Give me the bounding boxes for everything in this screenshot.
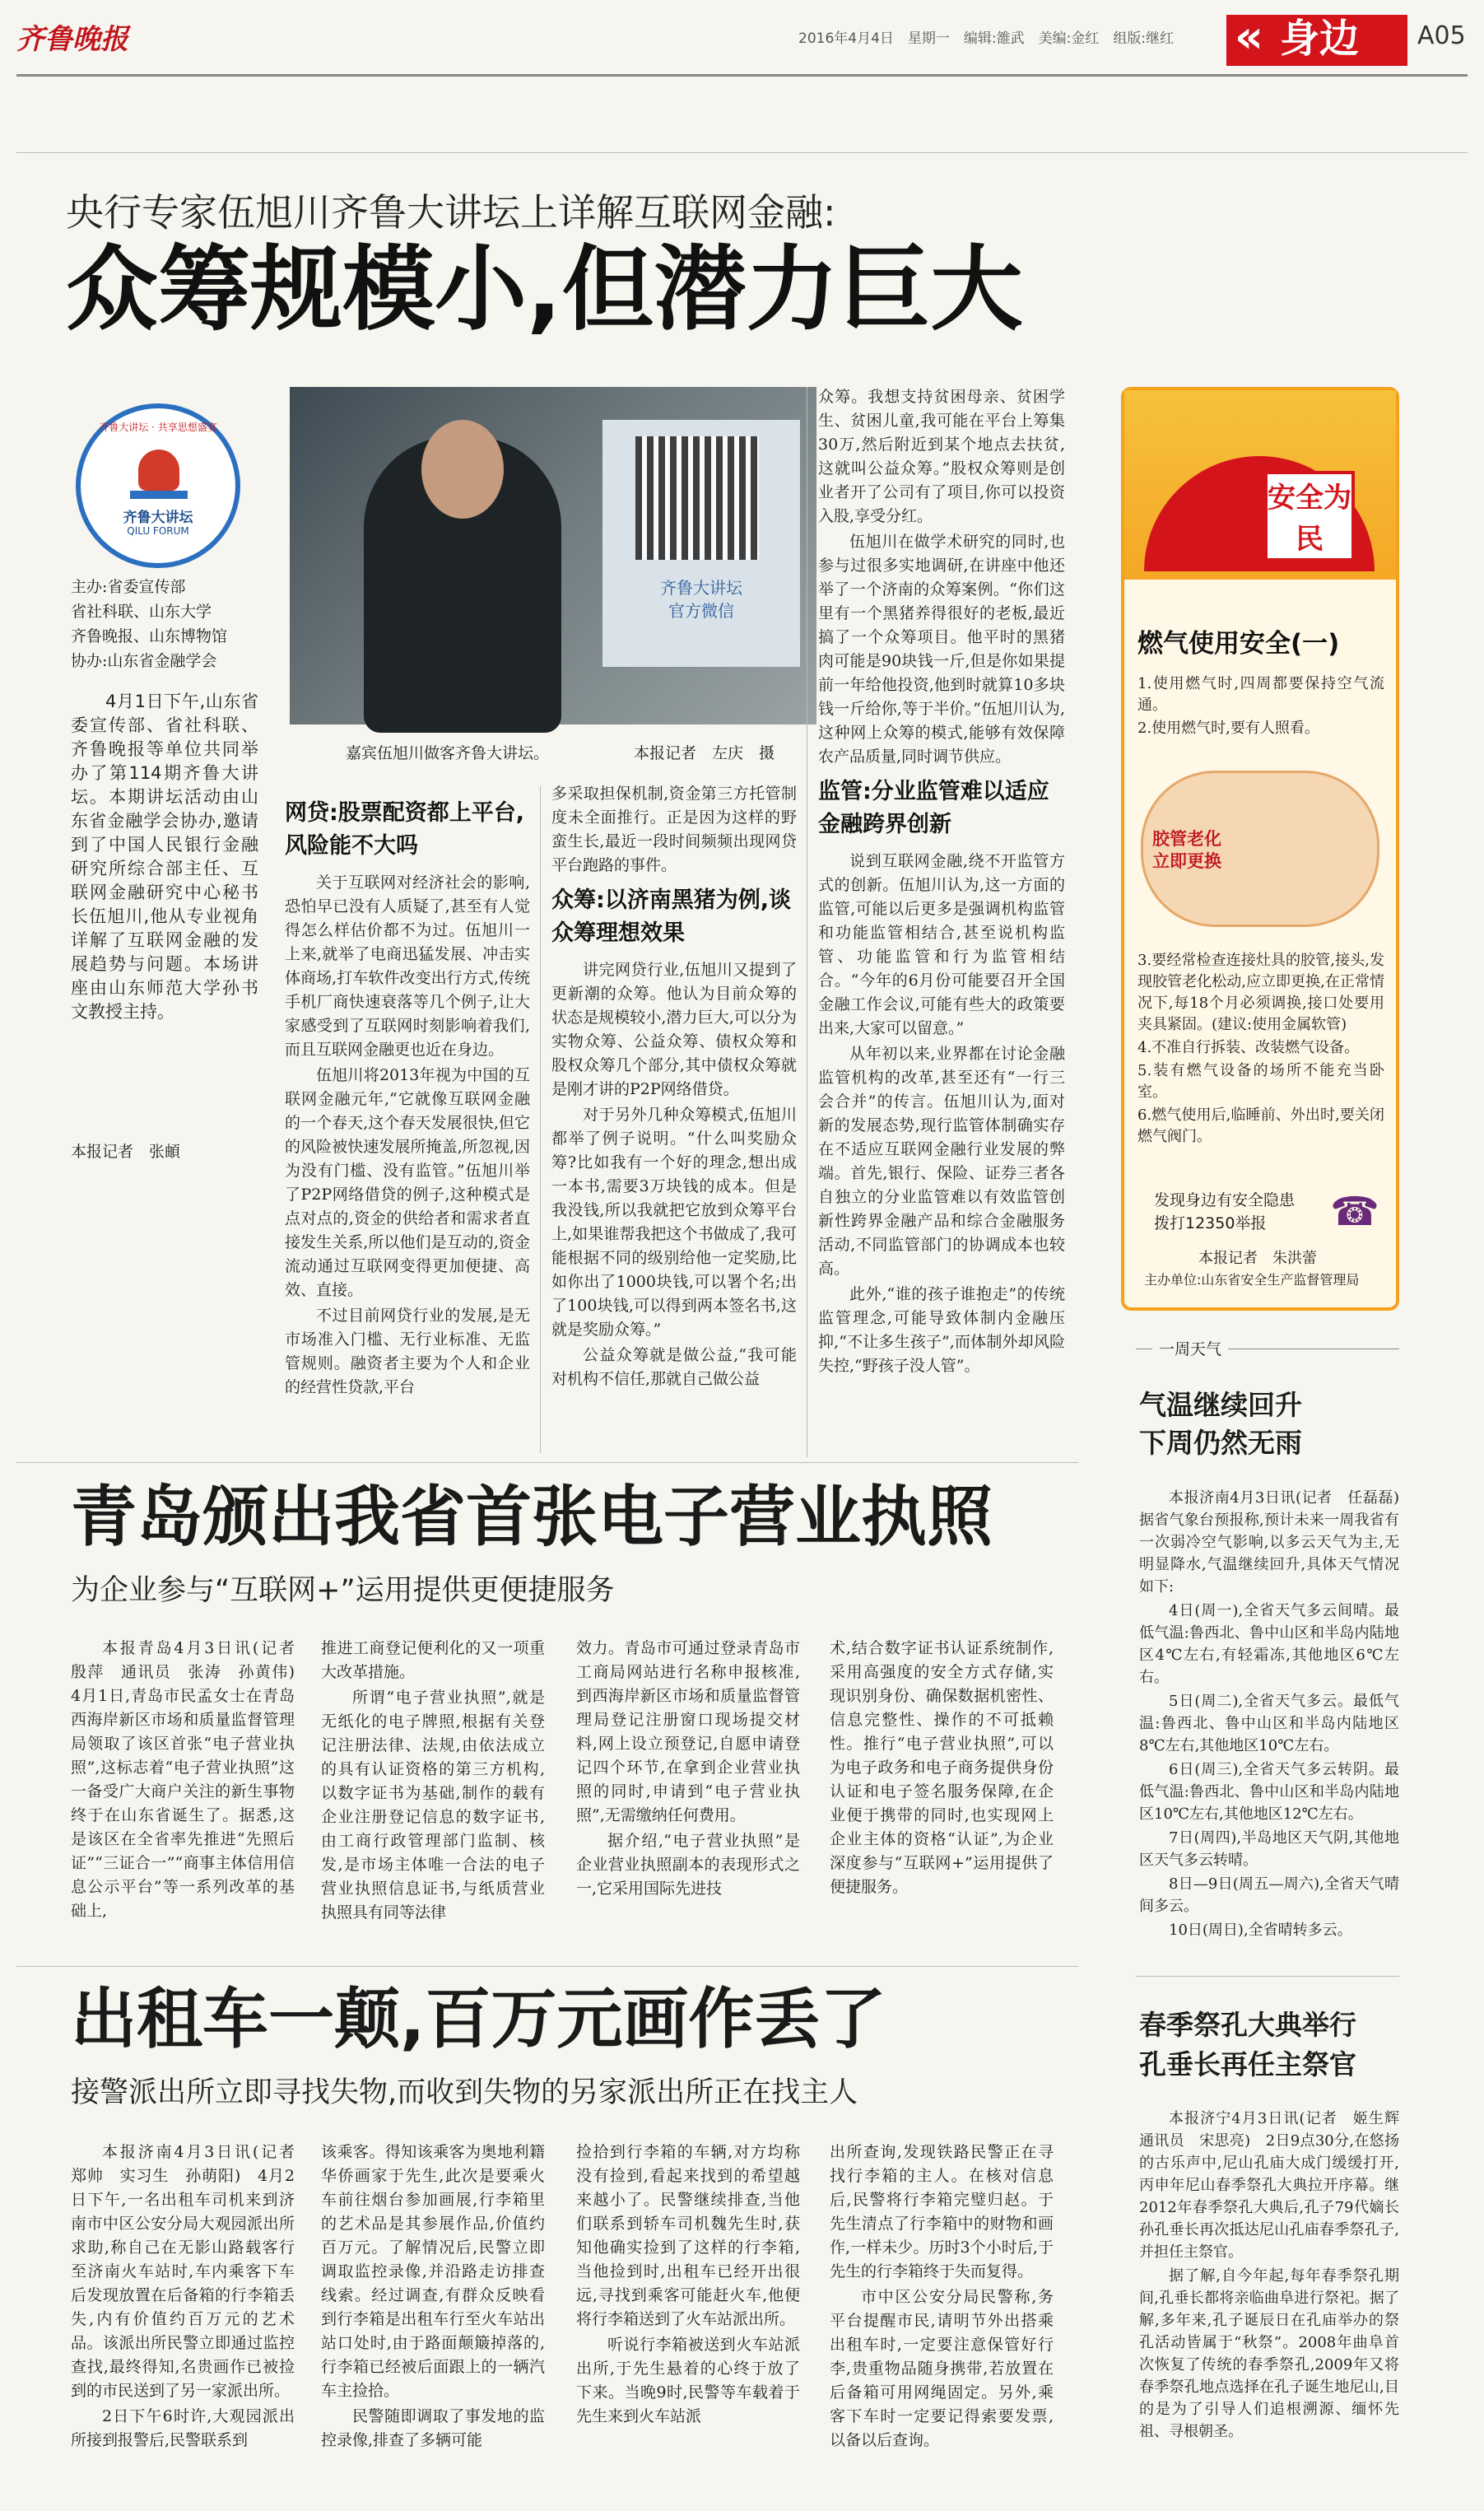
paragraph: 公益众筹就是做公益,“我可能对机构不信任,那就自己做公益 <box>551 1346 797 1388</box>
forum-logo-emblem <box>138 450 179 491</box>
paragraph: 效力。青岛市可通过登录青岛市工商局网站进行名称申报核准,到西海岸新区市场和质量监督管理局登记注册窗口现场提交材料,网上设立预登记,自愿申请登记四个环节,在拿到企业营业执照的同时,申请到“电子营业执照”,无需缴纳任何费用。 <box>576 1639 800 1824</box>
article2-deck: 为企业参与“互联网+”运用提供更便捷服务 <box>71 1574 615 1607</box>
hotline-text: 发现身边有安全隐患 拨打12350举报 <box>1154 1191 1296 1232</box>
paragraph: 多采取担保机制,资金第三方托管制度未全面推行。正是因为这样的野蛮生长,最近一段时间频频出现网贷平台跑路的事件。 <box>551 785 797 874</box>
forum-logo <box>76 403 240 568</box>
paragraph: 4日(周一),全省天气多云间晴。最低气温:鲁西北、鲁中山区和半岛内陆地区4℃左右,有轻霜冻,其他地区6℃左右。 <box>1139 1602 1399 1686</box>
paragraph: 讲完网贷行业,伍旭川又提到了更新潮的众筹。他认为目前众筹的状态是规模较小,潜力巨大,可以分为实物众筹、公益众筹、债权众筹和股权众筹几个部分,其中债权众筹就是刚才讲的P2P网络借贷。 <box>551 961 797 1098</box>
article3-headline: 出租车一颠,百万元画作丢了 <box>71 1981 886 2057</box>
article3-col3 <box>576 2141 800 2503</box>
weather-body <box>1139 1487 1414 1956</box>
photo-caption: 嘉宾伍旭川做客齐鲁大讲坛。 <box>346 744 550 762</box>
forum-logo-en: QILU FORUM <box>127 525 189 537</box>
paragraph: 所谓“电子营业执照”,就是无纸化的电子牌照,根据有关登记注册法律、法规,由依法成立的具有认证资格的第三方机构,以数字证书为基础,制作的载有企业注册登记信息的数字证书,由工商行政管理部门监制、核发,是市场主体唯一合法的电子营业执照信息证书,与纸质营业执照具有同等法律 <box>321 1689 545 1922</box>
paragraph: 本报济南4月3日讯(记者 任磊磊) 据省气象台预报称,预计未来一周我省有一次弱冷空气影响,以多云天气为主,无明显降水,气温继续回升,具体天气情况如下: <box>1139 1489 1414 1596</box>
article3-rule <box>16 1966 1078 1967</box>
projection-screen <box>602 420 800 667</box>
safety-item: 5.装有燃气设备的场所不能充当卧室。 <box>1137 1062 1384 1101</box>
safety-item: 1.使用燃气时,四周都要保持空气流通。 <box>1137 675 1384 714</box>
paragraph: 捡拾到行李箱的车辆,对方均称没有捡到,看起来找到的希望越来越小了。民警继续排查,当他们联系到轿车司机魏先生时,获知他确实捡到了这样的行李箱,当他捡到时,出租车已经开出很远,寻找到乘客可能赶火车,他便将行李箱送到了火车站派出所。 <box>576 2143 800 2328</box>
safety-sponsor: 主办单位:山东省安全生产监督管理局 <box>1144 1272 1360 1288</box>
column-divider <box>540 786 541 1453</box>
sponsor-line: 协办:山东省金融学会 <box>71 652 217 670</box>
intro-paragraph: 4月1日下午,山东省委宣传部、省社科联、齐鲁晚报等单位共同举办了第114期齐鲁大讲坛。本期讲坛活动由山东省金融学会协办,邀请到了中国人民银行金融研究所综合部主任、互联网金融研究中心秘书长伍旭川,他从专业视角详解了互联网金融的发展趋势与问题。本场讲座由山东师范大学孙书文教授主持。 <box>71 692 258 1022</box>
intro-column <box>71 690 258 1118</box>
paragraph: 该乘客。得知该乘客为奥地利籍华侨画家于先生,此次是要乘火车前往烟台参加画展,行李箱里的艺术品是其参展作品,价值约百万元。了解情况后,民警立即调取监控录像,并沿路走访排查线索。经过调查,有群众反映看到行李箱是出租车行至火车站出站口处时,由于路面颠簸掉落的,行李箱已经被后面跟上的一辆汽车主捡拾。 <box>321 2143 545 2400</box>
masthead-logo: 齐鲁晚报 <box>16 23 128 56</box>
paragraph: 不过目前网贷行业的发展,是无市场准入门槛、无行业标准、无监管规则。融资者主要为个人和企业的经营性贷款,平台 <box>285 1307 530 1396</box>
double-chevron-icon: « <box>1235 11 1263 63</box>
paragraph: 对于另外几种众筹模式,伍旭川都举了例子说明。“什么叫奖励众筹?比如我有一个好的理念,想出成一本书,需要3万块钱的成本。但是我没钱,所以我就把它放到众筹平台上,如果谁帮我把这个书做成了,我可能根据不同的级别给他一定奖励,比如你出了1000块钱,可以署个名;出了100块钱,可以得到两本签名书,这就是奖励众筹。” <box>551 1106 797 1339</box>
safety-items-b <box>1137 950 1384 1149</box>
date-line: 2016年4月4日 星期一 编辑:雒武 美编:金红 组版:继红 <box>798 30 1175 47</box>
article3-deck: 接警派出所立即寻找失物,而收到失物的另家派出所正在找主人 <box>71 2076 858 2109</box>
sponsor-line: 主办:省委宣传部 <box>71 578 186 596</box>
paragraph: 6日(周三),全省天气多云转阴。最低气温:鲁西北、鲁中山区和半岛内陆地区10℃左右,其他地区12℃左右。 <box>1139 1761 1399 1823</box>
confucius-rule <box>1136 1976 1399 1977</box>
article1-col3 <box>818 385 1065 1472</box>
safety-item: 2.使用燃气时,要有人照看。 <box>1137 720 1319 737</box>
article3-col1 <box>71 2141 311 2503</box>
section-name: 身边 <box>1280 16 1360 62</box>
article2-col3 <box>576 1637 800 1917</box>
safety-title: 燃气使用安全(一) <box>1137 629 1340 659</box>
paragraph: 7日(周四),半岛地区天气阴,其他地区天气多云转晴。 <box>1139 1829 1399 1869</box>
hose-warning-text: 胶管老化 立即更换 <box>1152 829 1221 871</box>
article2-col2 <box>321 1637 545 1922</box>
qr-code <box>635 436 759 560</box>
subhead-regulation: 监管:分业监管难以适应金融跨界创新 <box>818 779 1049 837</box>
weather-label: 一周天气 <box>1152 1337 1228 1359</box>
page-number: A05 <box>1417 21 1466 50</box>
paragraph: 市中区公安分局民警称,务平台提醒市民,请明节外出搭乘出租车时,一定要注意保管好行李,贵重物品随身携带,若放置在后备箱可用网绳固定。另外,乘客下车时一定要记得索要发票,以备以后查询。 <box>830 2288 1054 2449</box>
paragraph: 10日(周日),全省晴转多云。 <box>1169 1922 1352 1939</box>
paragraph: 出所查询,发现铁路民警正在寻找行李箱的主人。在核对信息后,民警将行李箱完璧归赵。于先生清点了行李箱中的财物和画作,一样未少。历时3个小时后,于先生的行李箱终于失而复得。 <box>830 2143 1054 2280</box>
forum-logo-emblem-base <box>130 491 188 499</box>
safety-items-a <box>1137 673 1384 741</box>
paragraph: 本报青岛4月3日讯(记者 殷萍 通讯员 张涛 孙黄伟) 4月1日,青岛市民孟女士在青岛西海岸新区市场和质量监督管理局领取了该区首张“电子营业执照”,这标志着“电子营业执照”这一备受广大商户关注的新生事物终于在山东省诞生了。据悉,这是该区在全省率先推进“先照后证”“三证合一”“商事主体信用信息公示平台”等一系列改革的基础上, <box>71 1639 311 1920</box>
forum-logo-ring-text: 齐鲁大讲坛 · 共享思想盛宴 <box>99 422 217 433</box>
paragraph: 推进工商登记便利化的又一项重大改革措施。 <box>321 1639 545 1681</box>
paragraph: 2日下午6时许,大观园派出所接到报警后,民警联系到 <box>71 2407 295 2449</box>
safety-badge: 安全为民 <box>1264 471 1355 561</box>
sponsor-line: 齐鲁晚报、山东博物馆 <box>71 627 228 645</box>
paragraph: 本报济南4月3日讯(记者 郑帅 实习生 孙萌阳) 4月2日下午,一名出租车司机来到济南市中区公安分局大观园派出所求助,称自己在无影山路载客行至济南火车站时,车内乘客下车后发现放置在后备箱的行李箱丢失,内有价值约百万元的艺术品。该派出所民警立即通过监控查找,最终得知,名贵画作已被捡到的市民送到了另一家派出所。 <box>71 2143 311 2400</box>
paragraph: 本报济宁4月3日讯(记者 姬生辉 通讯员 宋思亮) 2日9点30分,在悠扬的古乐声中,尼山孔庙大成门缓缓打开,丙申年尼山春季祭孔大典拉开序幕。继2012年春季祭孔大典后,孔子79代嫡长孙孔垂长再次抵达尼山孔庙春季祭孔子,并担任主祭官。 <box>1139 2110 1414 2261</box>
paragraph: 此外,“谁的孩子谁抱走”的传统监管理念,可能导致体制内金融压抑,“不让多生孩子”,而体制外却风险失控,“野孩子没人管”。 <box>818 1285 1065 1375</box>
telephone-icon: ☎ <box>1330 1189 1379 1235</box>
safety-item: 3.要经常检查连接灶具的胶管,接头,发现胶管老化松动,应立即更换,在正常情况下,每18个月必须调换,接口处要用夹具紧固。(建议:使用金属软管) <box>1137 952 1384 1033</box>
paragraph: 伍旭川将2013年视为中国的互联网金融元年,“它就像互联网金融的一个春天,这个春天发展很快,但它的风险被快速发展所掩盖,所忽视,因为没有门槛、没有监管。”伍旭川举了P2P网络借贷的例子,这种模式是点对点的,资金的供给者和需求者直接发生关系,所以他们是互动的,资金流动通过互联网变得更加便捷、高效、直接。 <box>285 1066 530 1299</box>
paragraph: 据了解,自今年起,每年春季祭孔期间,孔垂长都将亲临曲阜进行祭祀。据了解,多年来,孔子诞辰日在孔庙举办的祭孔活动皆属于“秋祭”。2008年曲阜首次恢复了传统的春季祭孔,2009年又将春季祭孔地点选择在孔子诞生地尼山,目的是为了引导人们追根溯源、缅怀先祖、寻根朝圣。 <box>1139 2267 1399 2440</box>
paragraph: 说到互联网金融,绕不开监管方式的创新。伍旭川认为,这一方面的监管,可能以后更多是强调机构监管和功能监管相结合,甚至说机构监管、功能监管和行为监管相结合。“今年的6月份可能要召开全国金融工作会议,可能有些大的政策要出来,大家可以留意。” <box>818 852 1065 1037</box>
photo-credit: 本报记者 左庆 摄 <box>634 744 775 762</box>
subhead-p2p: 网贷:股票配资都上平台,风险能不大吗 <box>285 800 525 859</box>
confucius-headline: 春季祭孔大典举行 孔垂长再任主祭官 <box>1139 2009 1356 2080</box>
paragraph: 民警随即调取了事发地的监控录像,排查了多辆可能 <box>321 2407 545 2449</box>
safety-item: 4.不准自行拆装、改装燃气设备。 <box>1137 1039 1360 1056</box>
paragraph: 关于互联网对经济社会的影响,恐怕早已没有人质疑了,甚至有人觉得怎么样估价都不为过。伍旭川一上来,就举了电商迅猛发展、冲击实体商场,打车软件改变出行方式,传统手机厂商快速衰落等几个例子,让大家感受到了互联网时刻影响着我们,而且互联网金融更也近在身边。 <box>285 873 530 1059</box>
section-rule <box>16 152 1468 153</box>
subhead-crowdfunding: 众筹:以济南黑猪为例,谈众筹理想效果 <box>551 887 792 946</box>
article1-kicker: 央行专家伍旭川齐鲁大讲坛上详解互联网金融: <box>66 190 836 235</box>
forum-logo-title: 齐鲁大讲坛 <box>123 510 193 526</box>
paragraph: 5日(周二),全省天气多云。最低气温:鲁西北、鲁中山区和半岛内陆地区8℃左右,其他地区10℃左右。 <box>1139 1693 1399 1754</box>
paragraph: 听说行李箱被送到火车站派出所,于先生悬着的心终于放了下来。当晚9时,民警等车载着于先生来到火车站派 <box>576 2336 800 2425</box>
article3-col4 <box>830 2141 1054 2503</box>
paragraph: 伍旭川在做学术研究的同时,也参与过很多实地调研,在讲座中他还举了一个济南的众筹案例。“你们这里有一个黑猪养得很好的老板,最近搞了一个众筹项目。他平时的黑猪肉可能是90块钱一斤,但是你如果提前一年给他投资,他到时就算10多块钱一斤给你,等于半价。”伍旭川认为,这种网上众筹的模式,能够有效保障农产品质量,同时调节供应。 <box>818 533 1065 766</box>
safety-item: 6.燃气使用后,临睡前、外出时,要关闭燃气阀门。 <box>1137 1106 1384 1145</box>
paragraph: 8日—9日(周五—周六),全省天气晴间多云。 <box>1139 1875 1399 1915</box>
confucius-body <box>1139 2108 1414 2495</box>
paragraph: 据介绍,“电子营业执照”是企业营业执照副本的表现形式之一,它采用国际先进技 <box>576 1832 800 1898</box>
paragraph: 从年初以来,业界都在讨论金融监管机构的改革,甚至还有“一行三会合并”的传言。伍旭川认为,面对新的发展态势,现行监管体制确实存在不适应互联网金融行业发展的弊端。首先,银行、保险、证券三者各自独立的分业监管难以有效监管创新性跨界金融产品和综合金融服务活动,不同监管部门的协调成本也较高。 <box>818 1045 1065 1278</box>
speaker-photo <box>290 387 816 724</box>
screen-caption: 齐鲁大讲坛 官方微信 <box>660 578 742 621</box>
article1-col1 <box>285 790 530 1474</box>
article2-headline: 青岛颁出我省首张电子营业执照 <box>71 1479 993 1555</box>
safety-box <box>1121 387 1399 1311</box>
weather-headline: 气温继续回升 下周仍然无雨 <box>1139 1389 1302 1459</box>
intro-byline: 本报记者 张頔 <box>71 1143 181 1161</box>
sponsor-line: 省社科联、山东大学 <box>71 603 212 621</box>
article1-col2 <box>551 782 797 1474</box>
paragraph: 众筹。我想支持贫困母亲、贫困学生、贫困儿童,我可能在平台上筹集30万,然后附近到某个地点去扶贫,这就叫公益众筹。”股权众筹则是创业者开了公司有了项目,你可以投资入股,享受分红。 <box>818 388 1065 525</box>
article2-rule <box>16 1462 1078 1463</box>
article1-headline: 众筹规模小,但潜力巨大 <box>66 236 1023 343</box>
safety-byline: 本报记者 朱洪蕾 <box>1198 1250 1317 1267</box>
article3-col2 <box>321 2141 545 2503</box>
speaker-head <box>421 420 504 519</box>
article2-col1 <box>71 1637 311 1920</box>
header-rule <box>16 74 1468 77</box>
paragraph: 术,结合数字证书认证系统制作,采用高强度的安全方式存储,实现识别身份、确保数据机密性、信息完整性、操作的不可抵赖性。推行“电子营业执照”,可以为电子政务和电子商务提供身份认证和电子签名服务保障,在企业便于携带的同时,也实现网上企业主体的资格“认证”,为企业深度参与“互联网+”运用提供了便捷服务。 <box>830 1639 1054 1896</box>
article2-col4 <box>830 1637 1054 1917</box>
sponsor-list <box>71 575 256 673</box>
